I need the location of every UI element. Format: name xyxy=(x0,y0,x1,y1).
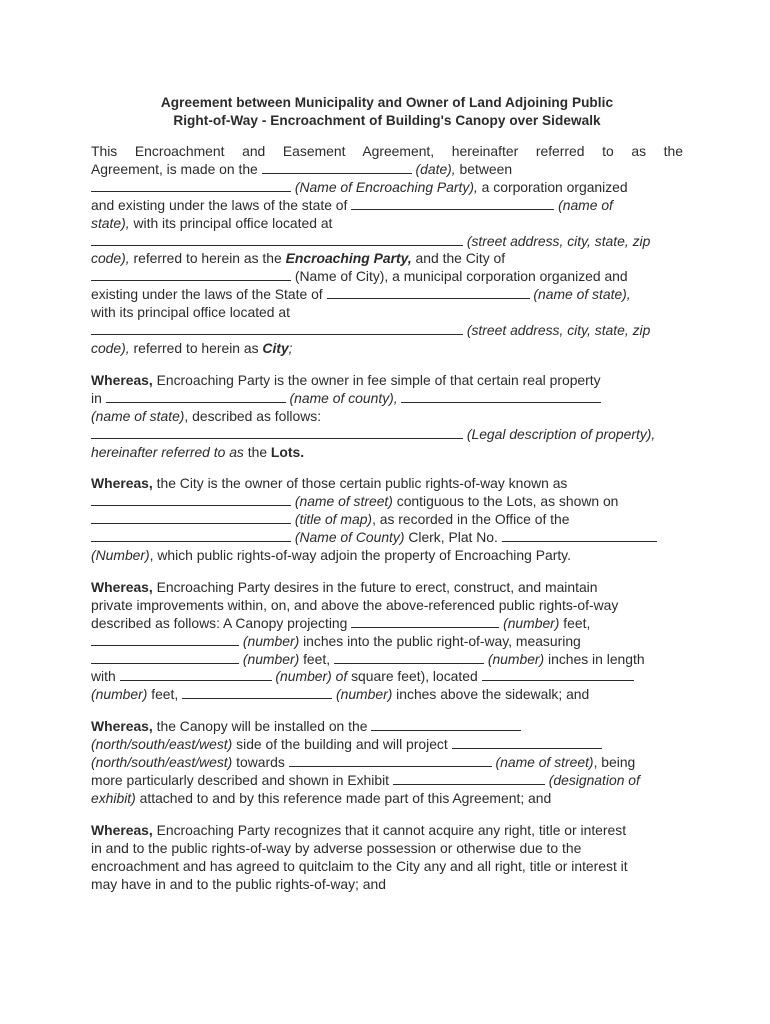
text-line: in and to the public rights-of-way by adverse possession or otherwise due to the xyxy=(91,839,582,856)
text-line: This Encroachment and Easement Agreement, hereinafter referred to as the xyxy=(91,143,683,159)
text-line: code), referred to herein as the Encroaching Party, and the City of xyxy=(91,250,506,267)
title-line-2: Right-of-Way - Encroachment of Building's Canopy over Sidewalk xyxy=(173,113,601,128)
opening-paragraph xyxy=(91,143,683,358)
legal-description-blank xyxy=(91,426,463,439)
text-line: (name of state), described as follows: xyxy=(91,407,322,424)
text-line: code), referred to herein as City; xyxy=(91,339,293,356)
county-blank xyxy=(106,390,286,403)
text-line: existing under the laws of the State of (name of state), xyxy=(91,286,631,303)
map-title-blank xyxy=(91,511,291,524)
text-line: in (name of county), xyxy=(91,390,683,408)
document-title xyxy=(91,94,683,130)
exhibit-blank xyxy=(393,772,545,785)
whereas-lots-paragraph xyxy=(91,372,683,462)
text-line: exhibit) attached to and by this reference made part of this Agreement; and xyxy=(91,789,552,806)
encroaching-party-name-blank xyxy=(91,179,291,192)
text-line: (Name of Encroaching Party), a corporation organized xyxy=(91,179,683,197)
date-blank xyxy=(262,161,412,174)
text-line: Whereas, the Canopy will be installed on the xyxy=(91,718,683,736)
whereas-quitclaim-paragraph xyxy=(91,822,683,894)
street-name-blank xyxy=(289,754,492,767)
address-blank xyxy=(91,322,463,335)
text-line: Whereas, Encroaching Party recognizes that it cannot acquire any right, title or interest xyxy=(91,821,627,838)
text-line: (number) feet, (number) inches above the sidewalk; and xyxy=(91,686,590,703)
text-line: (Legal description of property), xyxy=(91,426,683,444)
text-line: private improvements within, on, and above the above-referenced public rights-of-way xyxy=(91,596,619,613)
state-blank xyxy=(327,286,530,299)
text-line: (name of street) contiguous to the Lots, as shown on xyxy=(91,493,683,511)
number-blank xyxy=(91,651,239,664)
plat-number-blank xyxy=(502,529,657,542)
number-blank xyxy=(182,686,332,699)
text-line: (title of map), as recorded in the Office of the xyxy=(91,511,683,529)
city-name-blank xyxy=(91,268,291,281)
text-line: (Number), which public rights-of-way adjoin the property of Encroaching Party. xyxy=(91,547,571,564)
number-blank xyxy=(351,615,499,628)
text-line: (street address, city, state, zip xyxy=(91,233,683,251)
title-line-1: Agreement between Municipality and Owner of Land Adjoining Public xyxy=(160,95,614,110)
text-line: encroachment and has agreed to quitclaim to the City any and all right, title or interest it xyxy=(91,857,628,874)
text-line: may have in and to the public rights-of-way; and xyxy=(91,875,386,892)
text-line: state), with its principal office located at xyxy=(91,214,333,231)
county-name-blank xyxy=(91,529,291,542)
text-line: Agreement, is made on the (date), between xyxy=(91,160,513,177)
direction-blank xyxy=(452,736,602,749)
number-blank xyxy=(334,651,484,664)
text-line: Whereas, the City is the owner of those certain public rights-of-way known as xyxy=(91,475,568,492)
street-name-blank xyxy=(91,493,291,506)
text-line: Whereas, Encroaching Party is the owner in fee simple of that certain real property xyxy=(91,371,601,388)
text-line: (Name of County) Clerk, Plat No. xyxy=(91,529,683,547)
text-line: with its principal office located at xyxy=(91,304,290,321)
text-line: (north/south/east/west) side of the building and will project xyxy=(91,736,683,754)
text-line: with (number) of square feet), located xyxy=(91,668,683,686)
state-blank xyxy=(351,197,554,210)
direction-blank xyxy=(371,718,521,731)
text-line: (north/south/east/west) towards (name of street), being xyxy=(91,754,636,771)
state-blank xyxy=(401,390,601,403)
text-line: (street address, city, state, zip xyxy=(91,322,683,340)
number-blank xyxy=(91,633,239,646)
text-line: Whereas, Encroaching Party desires in the future to erect, construct, and maintain xyxy=(91,578,598,595)
whereas-canopy-paragraph xyxy=(91,579,683,704)
text-line: (number) feet, (number) inches in length xyxy=(91,651,683,669)
text-line: (number) inches into the public right-of-way, measuring xyxy=(91,633,683,651)
whereas-installation-paragraph xyxy=(91,718,683,808)
address-blank xyxy=(91,233,463,246)
text-line: and existing under the laws of the state of (name of xyxy=(91,196,613,213)
text-line: hereinafter referred to as the Lots. xyxy=(91,443,305,460)
whereas-rights-of-way-paragraph xyxy=(91,475,683,565)
location-blank xyxy=(482,668,634,681)
text-line: more particularly described and shown in Exhibit (designation of xyxy=(91,772,640,788)
text-line: described as follows: A Canopy projecting (number) feet, xyxy=(91,614,591,631)
document-page xyxy=(91,94,683,907)
text-line: (Name of City), a municipal corporation organized and xyxy=(91,268,683,286)
number-blank xyxy=(120,668,272,681)
